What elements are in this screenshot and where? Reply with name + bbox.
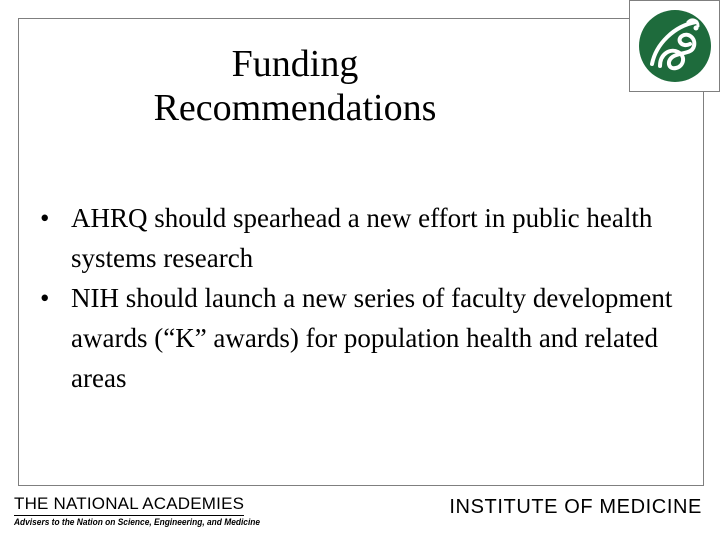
slide-title-line-1: Funding xyxy=(231,43,359,85)
national-academies-name: THE NATIONAL ACADEMIES xyxy=(14,494,244,516)
bullet-text: NIH should launch a new series of faculty development awards (“K” awards) for population health and related areas xyxy=(71,283,673,393)
national-academies-logo xyxy=(14,494,261,528)
iom-staff-serpent-logo-icon xyxy=(638,8,712,84)
slide-title xyxy=(100,42,490,130)
slide-title-line-2: Recommendations xyxy=(153,87,437,129)
institute-of-medicine-wordmark: INSTITUTE OF MEDICINE xyxy=(449,496,702,518)
national-academies-tagline: Advisers to the Nation on Science, Engineering, and Medicine xyxy=(14,517,261,527)
bullet-text: AHRQ should spearhead a new effort in public health systems research xyxy=(71,203,653,273)
bullet-marker: • xyxy=(40,203,50,233)
bullet-marker: • xyxy=(40,283,50,313)
bullet-item xyxy=(40,198,690,278)
bullet-item xyxy=(40,278,690,398)
logo-box xyxy=(629,0,720,92)
bullet-list xyxy=(40,198,690,398)
